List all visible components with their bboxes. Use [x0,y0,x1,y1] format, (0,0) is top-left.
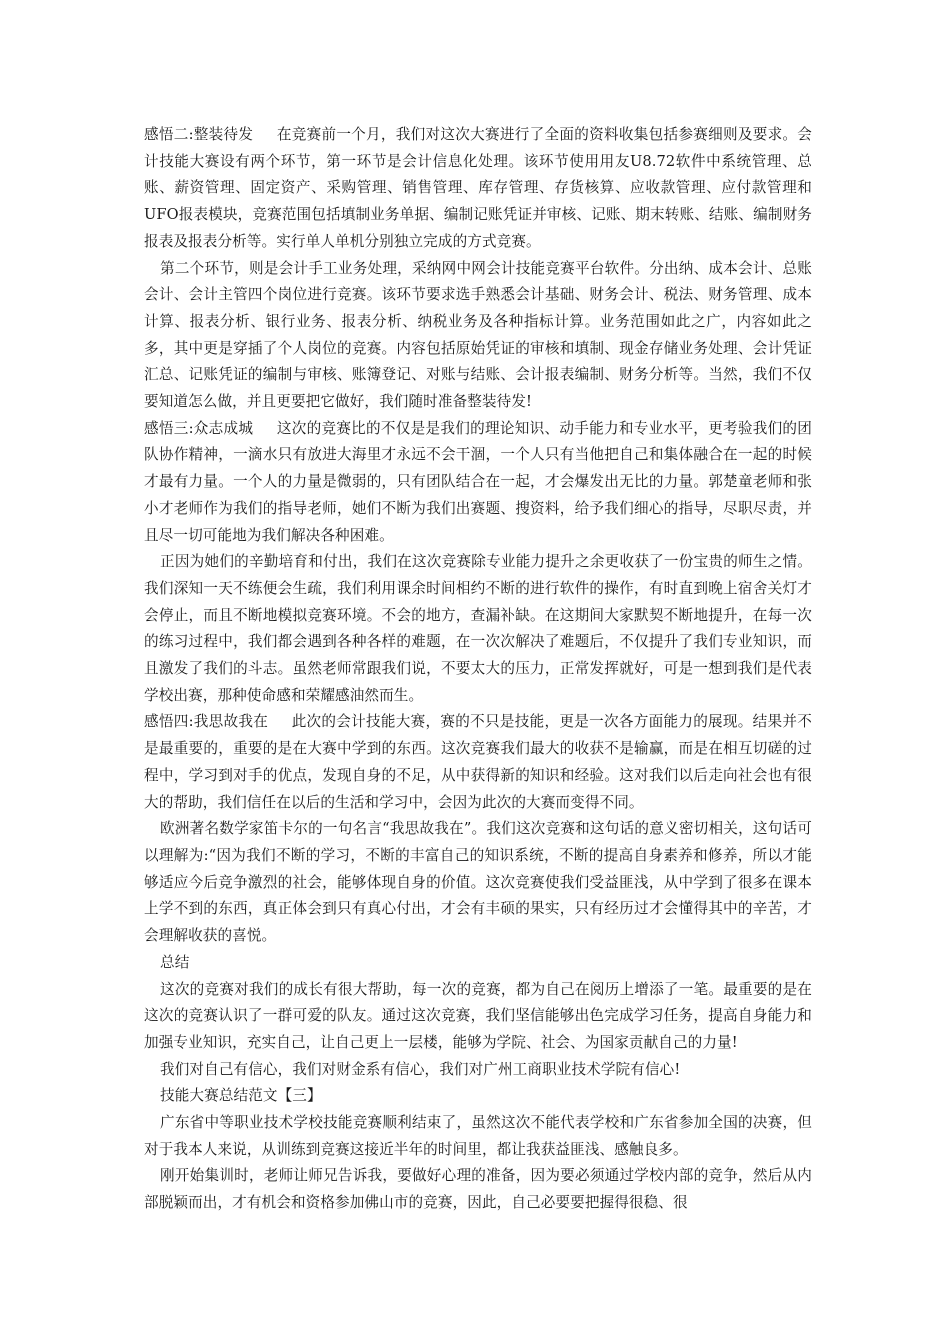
summary-heading: 总结 [160,953,190,971]
section-ganwu3-first-paragraph [144,416,812,550]
paragraph-text: 在竞赛前一个月，我们对这次大赛进行了全面的资料收集包括参赛细则及要求。会计技能大赛设有两个环节，第一环节是会计信息化处理。该环节使用用友U8.72软件中系统管理、总账、薪资管理、固定资产、采购管理、销售管理、库存管理、存货核算、应收款管理、应付款管理和UFO报表模块，竞赛范围包括填制业务单据、编制记账凭证并审核、记账、期末转账、结账、编制财务报表及报表分析等。实行单人单机分别独立完成的方式竞赛。 [144,126,813,250]
section-heading: 感悟三:众志成城 [144,419,254,437]
paragraph: 这次的竞赛对我们的成长有很大帮助，每一次的竞赛，都为自己在阅历上增添了一笔。最重要的是在这次的竞赛认识了一群可爱的队友。通过这次竞赛，我们坚信能够出色完成学习任务，提高自身能力和加强专业知识，充实自己，让自己更上一层楼，能够为学院、社会、为国家贡献自己的力量! [144,980,812,1051]
paragraph-text: 这次的竞赛比的不仅是是我们的理论知识、动手能力和专业水平，更考验我们的团队协作精神，一滴水只有放进大海里才永远不会干涸，一个人只有当他把自己和集体融合在一起的时候才最有力量。一个人的力量是微弱的，只有团队结合在一起，才会爆发出无比的力量。郭楚童老师和张小才老师作为我们的指导老师，她们不断为我们出赛题、搜资料，给予我们细心的指导，尽职尽责，并且尽一切可能地为我们解决各种困难。 [144,419,813,544]
section-ganwu4-first-paragraph [144,709,812,816]
paragraph: 我们对自己有信心，我们对财金系有信心，我们对广州工商职业技术学院有信心! [160,1060,681,1078]
section-heading: 感悟四:我思故我在 [144,713,269,731]
section-heading-fanwen3: 技能大赛总结范文【三】 [160,1087,322,1105]
paragraph-text: 此次的会计技能大赛，赛的不只是技能，更是一次各方面能力的展现。结果并不是最重要的，重要的是在大赛中学到的东西。这次竞赛我们最大的收获不是输赢，而是在相互切磋的过程中，学习到对手的优点，发现自身的不足，从中获得新的知识和经验。这对我们以后走向社会也有很大的帮助，我们信任在以后的生活和学习中，会因为此次的大赛而变得不同。 [144,713,812,811]
paragraph: 刚开始集训时，老师让师兄告诉我，要做好心理的准备，因为要必须通过学校内部的竞争，然后从内部脱颖而出，才有机会和资格参加佛山市的竞赛，因此，自己必要要把握得很稳、很 [144,1167,812,1212]
paragraph: 欧洲著名数学家笛卡尔的一句名言“我思故我在”。我们这次竞赛和这句话的意义密切相关，这句话可以理解为:“因为我们不断的学习，不断的丰富自己的知识系统，不断的提高自身素养和修养，所以才能够适应今后竞争激烈的社会，能够体现自身的价值。这次竞赛使我们受益匪浅，从中学到了很多在课本上学不到的东西，真正体会到只有真心付出，才会有丰硕的果实，只有经历过才会懂得其中的辛苦，才会理解收获的喜悦。 [144,820,812,945]
section-ganwu2-first-paragraph [144,122,812,256]
paragraph: 广东省中等职业技术学校技能竞赛顺利结束了，虽然这次不能代表学校和广东省参加全国的决赛，但对于我本人来说，从训练到竞赛这接近半年的时间里，都让我获益匪浅、感触良多。 [144,1114,812,1158]
paragraph: 第二个环节，则是会计手工业务处理，采纳网中网会计技能竞赛平台软件。分出纳、成本会计、总账会计、会计主管四个岗位进行竞赛。该环节要求选手熟悉会计基础、财务会计、税法、财务管理、成本计算、报表分析、银行业务、报表分析、纳税业务及各种指标计算。业务范围如此之广，内容如此之多，其中更是穿插了个人岗位的竞赛。内容包括原始凭证的审核和填制、现金存储业务处理、会计凭证汇总、记账凭证的编制与审核、账簿登记、对账与结账、会计报表编制、财务分析等。当然，我们不仅要知道怎么做，并且更要把它做好，我们随时准备整装待发! [144,259,812,411]
document-page [144,122,812,1217]
section-heading: 感悟二:整装待发 [144,126,254,143]
paragraph: 正因为她们的辛勤培育和付出，我们在这次竞赛除专业能力提升之余更收获了一份宝贵的师生之情。我们深知一天不练便会生疏，我们利用课余时间相约不断的进行软件的操作，有时直到晚上宿舍关灯才会停止，而且不断地模拟竞赛环境。不会的地方，查漏补缺。在这期间大家默契不断地提升，在每一次的练习过程中，我们都会遇到各种各样的难题，在一次次解决了难题后，不仅提升了我们专业知识，而且激发了我们的斗志。虽然老师常跟我们说，不要太大的压力，正常发挥就好，可是一想到我们是代表学校出赛，那种使命感和荣耀感油然而生。 [144,553,812,704]
